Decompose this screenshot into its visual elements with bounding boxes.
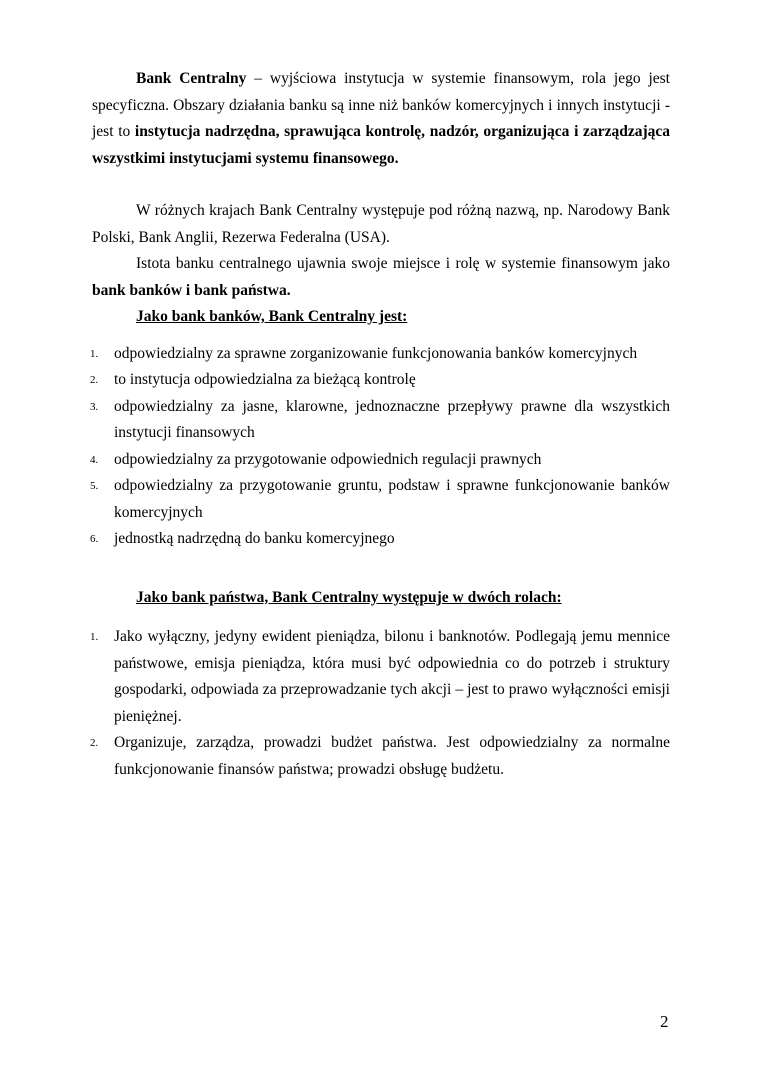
list-number: 6. xyxy=(90,533,99,545)
essence-bold: bank banków i bank państwa. xyxy=(92,281,291,299)
intro-text: – wyjściowa instytucja w systemie finansowym, rola jego jest specyficzna. Obszary działania banku są inne niż banków komercyjnych i innych instytucji - jest to xyxy=(92,70,670,140)
list-number: 1. xyxy=(90,631,99,643)
section-heading-bank-panstwa: Jako bank państwa, Bank Centralny występuje w dwóch rolach: xyxy=(136,588,562,606)
list-item xyxy=(92,367,670,394)
list-item-text: Organizuje, zarządza, prowadzi budżet państwa. Jest odpowiedzialny za normalne funkcjonowanie finansów państwa; prowadzi obsługę budżetu. xyxy=(114,734,670,778)
list-item xyxy=(92,730,670,783)
list-number: 2. xyxy=(90,737,99,749)
list-number: 5. xyxy=(90,480,99,492)
bank-panstwa-list xyxy=(92,624,670,783)
list-number: 1. xyxy=(90,347,99,360)
list-item-text: jednostką nadrzędną do banku komercyjnego xyxy=(114,530,395,547)
list-item xyxy=(92,526,670,553)
list-item xyxy=(92,473,670,526)
bank-bankow-list xyxy=(92,341,670,553)
list-item xyxy=(92,447,670,474)
list-item xyxy=(92,341,670,368)
list-item-text: Jako wyłączny, jedyny ewident pieniądza, bilonu i banknotów. Podlegają jemu mennice państwowe, emisja pieniądza, która musi być odpowiednia co do potrzeb i struktury gospodarki, odpowiada za przeprowadzanie tych akcji – jest to prawo wyłączności emisji pieniężnej. xyxy=(114,628,670,725)
names-paragraph: W różnych krajach Bank Centralny występuje pod różną nazwą, np. Narodowy Bank Polski, Bank Anglii, Rezerwa Federalna (USA). xyxy=(92,202,670,246)
list-number: 4. xyxy=(90,453,99,466)
list-item-text: odpowiedzialny za jasne, klarowne, jednoznaczne przepływy prawne dla wszystkich instytucji finansowych xyxy=(114,397,670,441)
list-number: 3. xyxy=(90,400,99,413)
list-item xyxy=(92,394,670,447)
list-number: 2. xyxy=(90,374,99,386)
essence-text: Istota banku centralnego ujawnia swoje miejsce i rolę w systemie finansowym jako xyxy=(136,255,670,272)
intro-bold-definition: instytucja nadrzędna, sprawująca kontrolę, nadzór, organizująca i zarządzająca wszystkimi instytucjami systemu finansowego. xyxy=(92,123,670,167)
list-item xyxy=(92,624,670,730)
page-number: 2 xyxy=(660,1012,669,1031)
section-heading-bank-bankow: Jako bank banków, Bank Centralny jest: xyxy=(136,308,408,325)
essence-paragraph xyxy=(92,251,670,304)
list-item-text: odpowiedzialny za przygotowanie odpowiednich regulacji prawnych xyxy=(114,450,542,468)
intro-paragraph xyxy=(92,66,670,172)
list-item-text: to instytucja odpowiedzialna za bieżącą kontrolę xyxy=(114,371,416,388)
document-body xyxy=(92,66,670,783)
list-item-text: odpowiedzialny za przygotowanie gruntu, podstaw i sprawne funkcjonowanie banków komercyjnych xyxy=(114,477,670,521)
list-item-text: odpowiedzialny za sprawne zorganizowanie funkcjonowania banków komercyjnych xyxy=(114,344,638,362)
term-bank-centralny: Bank Centralny xyxy=(136,70,247,87)
